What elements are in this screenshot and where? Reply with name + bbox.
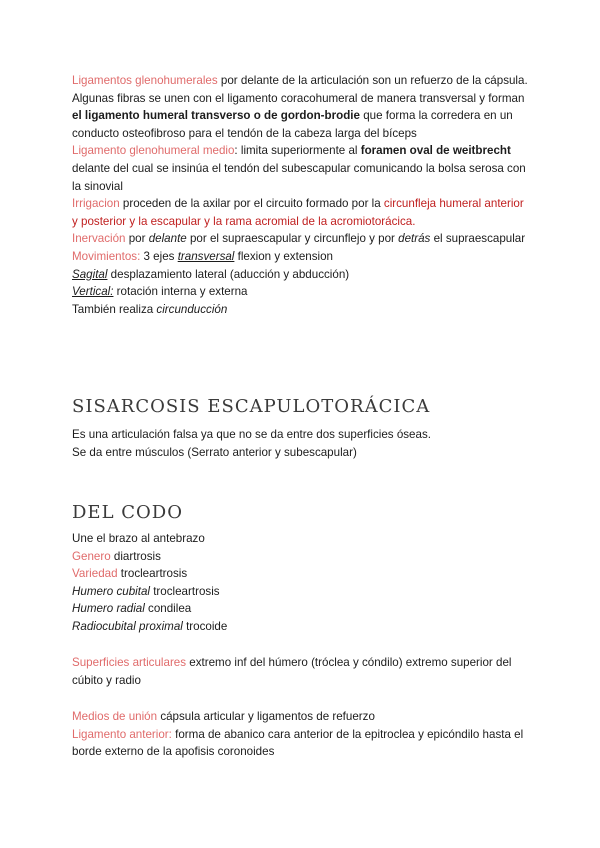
section-glenohumeral xyxy=(72,72,532,318)
italic-text: circunducción xyxy=(156,302,228,316)
codo-humero-cubital xyxy=(72,583,532,601)
section-codo xyxy=(72,530,532,636)
text: que forma la corredera en un conducto osteofibroso para el tendón de la cabeza larga del bíceps xyxy=(72,109,513,140)
italic-text: Radiocubital proximal xyxy=(72,619,183,633)
bold-term: el ligamento humeral transverso o de gordon-brodie xyxy=(72,109,360,123)
bold-term: foramen oval de weitbrecht xyxy=(360,144,511,158)
term-medios-de-union: Medios de unión xyxy=(72,710,158,723)
paragraph-vertical xyxy=(72,283,532,301)
text: trocoide xyxy=(182,619,228,633)
red-text: circunfleja humeral anterior y posterior y la escapular y la rama acromial de la acromiotorácica. xyxy=(72,197,524,228)
text: rotación interna y externa xyxy=(113,285,248,299)
section-sisarcosis xyxy=(72,426,532,461)
italic-text: Humero cubital xyxy=(72,584,150,598)
term-ligamento-anterior: Ligamento anterior: xyxy=(72,727,172,741)
term-genero: Genero xyxy=(72,549,111,563)
term-ligamentos-glenohumerales: Ligamentos glenohumerales xyxy=(72,74,218,87)
text: extremo inf del húmero (tróclea y cóndilo) extremo superior del cúbito y radio xyxy=(72,656,512,687)
italic-text: delante xyxy=(148,232,187,246)
text: delante del cual se insinúa el tendón del subescapular comunicando la bolsa serosa con la sinovial xyxy=(72,161,526,193)
term-movimientos: Movimientos: xyxy=(72,249,141,263)
codo-ligamento-anterior xyxy=(72,726,532,761)
text: diartrosis xyxy=(110,549,161,563)
codo-superficies xyxy=(72,654,532,689)
paragraph-ligamentos xyxy=(72,72,532,90)
text: : limita superiormente al xyxy=(234,144,361,158)
paragraph-movimientos xyxy=(72,248,532,266)
term-variedad: Variedad xyxy=(72,567,118,581)
codo-radiocubital xyxy=(72,618,532,636)
text: También realiza xyxy=(72,302,157,316)
text: flexion y extension xyxy=(234,249,333,263)
heading-codo: DEL CODO xyxy=(72,502,183,523)
italic-text: detrás xyxy=(398,232,431,246)
text: por el supraescapular y circunflejo y por xyxy=(186,232,399,246)
axis-transversal: transversal xyxy=(177,249,235,263)
italic-text: Humero radial xyxy=(72,602,145,616)
axis-vertical: Vertical: xyxy=(72,285,114,299)
paragraph-inervacion xyxy=(72,230,532,248)
sisarcosis-line-1: Es una articulación falsa ya que no se da entre dos superficies óseas. xyxy=(72,428,431,441)
heading-sisarcosis: SISARCOSIS ESCAPULOTORÁCICA xyxy=(72,396,431,417)
text: 3 ejes xyxy=(140,249,178,263)
paragraph-irrigacion xyxy=(72,195,532,230)
sisarcosis-line-2: Se da entre músculos (Serrato anterior y subescapular) xyxy=(72,445,357,459)
term-superficies-articulares: Superficies articulares xyxy=(72,656,187,669)
term-irrigacion: Irrigacion xyxy=(72,197,120,211)
codo-humero-radial xyxy=(72,600,532,618)
section-superficies xyxy=(72,654,532,689)
paragraph-circunduccion xyxy=(72,301,532,319)
text: por xyxy=(125,232,149,246)
term-glenohumeral-medio: Ligamento glenohumeral medio xyxy=(72,144,235,158)
term-inervacion: Inervación xyxy=(72,232,126,246)
text: por delante de la articulación son un refuerzo de la cápsula. xyxy=(217,74,528,87)
text: desplazamiento lateral (aducción y abducción) xyxy=(107,267,350,281)
text: trocleartrosis xyxy=(149,584,220,598)
axis-sagital: Sagital xyxy=(72,267,108,281)
paragraph-glenohumeral-medio xyxy=(72,142,532,195)
text: cápsula articular y ligamentos de refuerzo xyxy=(157,710,375,723)
paragraph-sagital xyxy=(72,266,532,284)
paragraph-fibras xyxy=(72,90,532,143)
text: el supraescapular xyxy=(430,232,526,246)
text: forma de abanico cara anterior de la epitroclea y epicóndilo hasta el borde externo de la apofisis coronoides xyxy=(72,727,524,759)
codo-intro: Une el brazo al antebrazo xyxy=(72,532,205,545)
text: trocleartrosis xyxy=(117,567,188,581)
text: Algunas fibras se unen con el ligamento coracohumeral de manera transversal y forman xyxy=(72,91,525,105)
text: proceden de la axilar por el circuito formado por la xyxy=(119,197,384,211)
codo-genero xyxy=(72,548,532,566)
text: condilea xyxy=(144,602,192,616)
codo-variedad xyxy=(72,565,532,583)
codo-medios xyxy=(72,708,532,726)
section-medios xyxy=(72,708,532,761)
